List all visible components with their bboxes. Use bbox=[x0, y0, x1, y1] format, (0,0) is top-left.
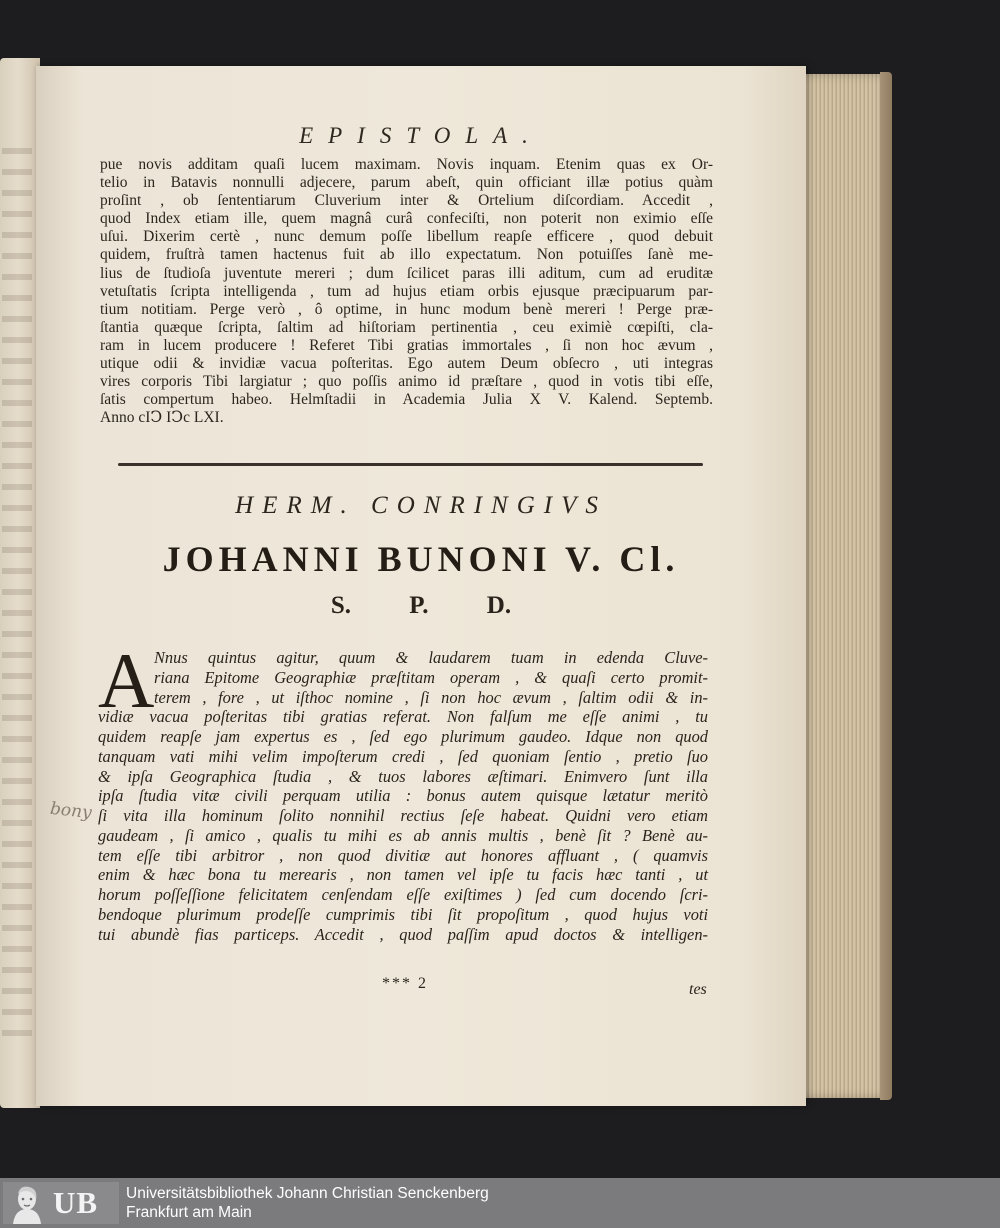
text-line: ipſa ſtudia vitæ civili perquam utilia : bonus autem quisque lætatur meritò bbox=[98, 786, 708, 806]
drop-cap: A bbox=[98, 637, 155, 724]
text-line: tium notitiam. Perge verò , ô optime, in hunc modum benè mereri ! Perge præ- bbox=[100, 300, 713, 318]
heading-author: HERM. CONRINGIVS bbox=[235, 492, 607, 519]
text-line: Anno cIↃ IↃc LXI. bbox=[100, 409, 224, 427]
text-line: telio in Batavis nonnulli adjecere, parum abeſt, quin officiant illæ potius quàm bbox=[100, 174, 713, 192]
text-line: pue novis additam quaſi lucem maximam. Novis inquam. Etenim quas ex Or- bbox=[100, 156, 713, 173]
text-line: gaudeam , ſi amico , qualis tu mihi es ab annis multis , benè ſit ? Benè au- bbox=[98, 825, 708, 845]
text-line: quod Index etiam ille, quem magnâ curâ confeciſti, non poterit non eximio eſſe bbox=[100, 210, 713, 228]
text-line: enim & hæc bona tu merearis , non tamen vel ipſe tu facis hæc tanti , ut bbox=[98, 865, 708, 885]
library-footer-bar bbox=[0, 1178, 1000, 1228]
section-divider bbox=[118, 463, 703, 466]
left-page-edge bbox=[0, 58, 40, 1108]
second-letter-text bbox=[98, 648, 708, 944]
text-line: vidiæ vacua poſteritas tibi gratias referat. Non falſum me eſſe animi , tu bbox=[98, 707, 708, 727]
text-line: proſint , ob ſententiarum Cluverium inter & Ortelium diſcordiam. Accedit , bbox=[100, 192, 713, 210]
text-line: terem , fore , ut iſthoc nomine , ſi non hoc ævum , ſaltim odii & in- bbox=[154, 687, 708, 707]
text-line: quidem reapſe jam expertus es , ſed ego plurimum gaudeo. Idque non quod bbox=[98, 727, 708, 746]
text-line: vetuſtatis ſcripta intelligenda , tum ad hujus etiam orbis ejusque præcipuarum par- bbox=[100, 282, 713, 300]
text-line: vires corporis Tibi largiatur ; quo poſſis animo id præſtare , quod in votis tibi eſſe, bbox=[100, 373, 713, 391]
book-page bbox=[36, 66, 806, 1106]
first-letter-text bbox=[100, 156, 713, 427]
text-line: bendoque plurimum prodeſſe cumprimis tibi ſit propoſitum , quod hujus voti bbox=[98, 904, 708, 924]
library-logo[interactable] bbox=[3, 1182, 119, 1224]
text-line: tem eſſe tibi arbitror , non quod divitiæ aut honores affluant , ( quamvis bbox=[98, 845, 708, 865]
running-head: EPISTOLA. bbox=[299, 123, 543, 148]
book-cover-edge bbox=[880, 72, 892, 1100]
text-line: ſi vita illa hominum ſolito nonnihil rectius ſeſe habeat. Quidni vero etiam bbox=[98, 806, 708, 825]
text-line: lius de ſtudioſa juventute mereri ; dum ſcilicet paras illi aditum, cum ad eruditæ bbox=[100, 264, 713, 282]
text-line: ram in lucem producere ! Referet Tibi gratias immortales , ſi non hoc ævum , bbox=[100, 336, 713, 354]
signature-mark: *** 2 bbox=[382, 975, 428, 992]
text-line: ſatis compertum habeo. Helmſtadii in Academia Julia X V. Kalend. Septemb. bbox=[100, 391, 713, 409]
text-line: riana Epitome Geographiæ præſtitam operam , & quaſi certo promit- bbox=[154, 667, 708, 687]
text-line: horum poſſeſſione felicitatem cenſendam eſſe exiſtimes ) ſed cum docendo ſcri- bbox=[98, 885, 708, 904]
handwritten-margin-note: bony bbox=[49, 798, 93, 824]
institution-line-2: Frankfurt am Main bbox=[126, 1204, 252, 1221]
text-line: utique odii & invidiæ vacua poſteritas. Ego autem Deum obſecro , uti integras bbox=[100, 355, 713, 373]
text-line: & ipſa Geographica ſtudia , & tuos labores æſtimari. Enimvero ſunt illa bbox=[98, 766, 708, 786]
institution-line-1: Universitätsbibliothek Johann Christian Senckenberg bbox=[126, 1185, 489, 1202]
heading-salutation: S. P. D. bbox=[330, 592, 512, 619]
portrait-icon bbox=[3, 1182, 49, 1224]
text-line: ſtantia quæque ſcripta, ſaltim ad hiſtoriam pertinentia , ceu eximiè cœpiſti, cla- bbox=[100, 318, 713, 336]
text-line: Nnus quintus agitur, quum & laudarem tuam in edenda Cluve- bbox=[154, 648, 708, 667]
text-line: uſui. Dixerim certè , nunc demum poſſe libellum reapſe efficere , quod debuit bbox=[100, 228, 713, 246]
text-line: tanquam vati mihi velim impoſterum credi , ſed quoniam ſentio , pretio ſuo bbox=[98, 746, 708, 766]
text-line: quidem, fruſtrà tamen hactenus fuit ab illo expectatum. Non potuiſſes ſanè me- bbox=[100, 246, 713, 264]
catchword: tes bbox=[689, 981, 707, 998]
institution-name bbox=[126, 1184, 489, 1222]
logo-text: UB bbox=[53, 1185, 99, 1220]
heading-recipient: JOHANNI BUNONI V. Cl. bbox=[162, 539, 680, 579]
text-line: tui abundè fias particeps. Accedit , quod paſſim apud doctos & intelligen- bbox=[98, 924, 708, 944]
